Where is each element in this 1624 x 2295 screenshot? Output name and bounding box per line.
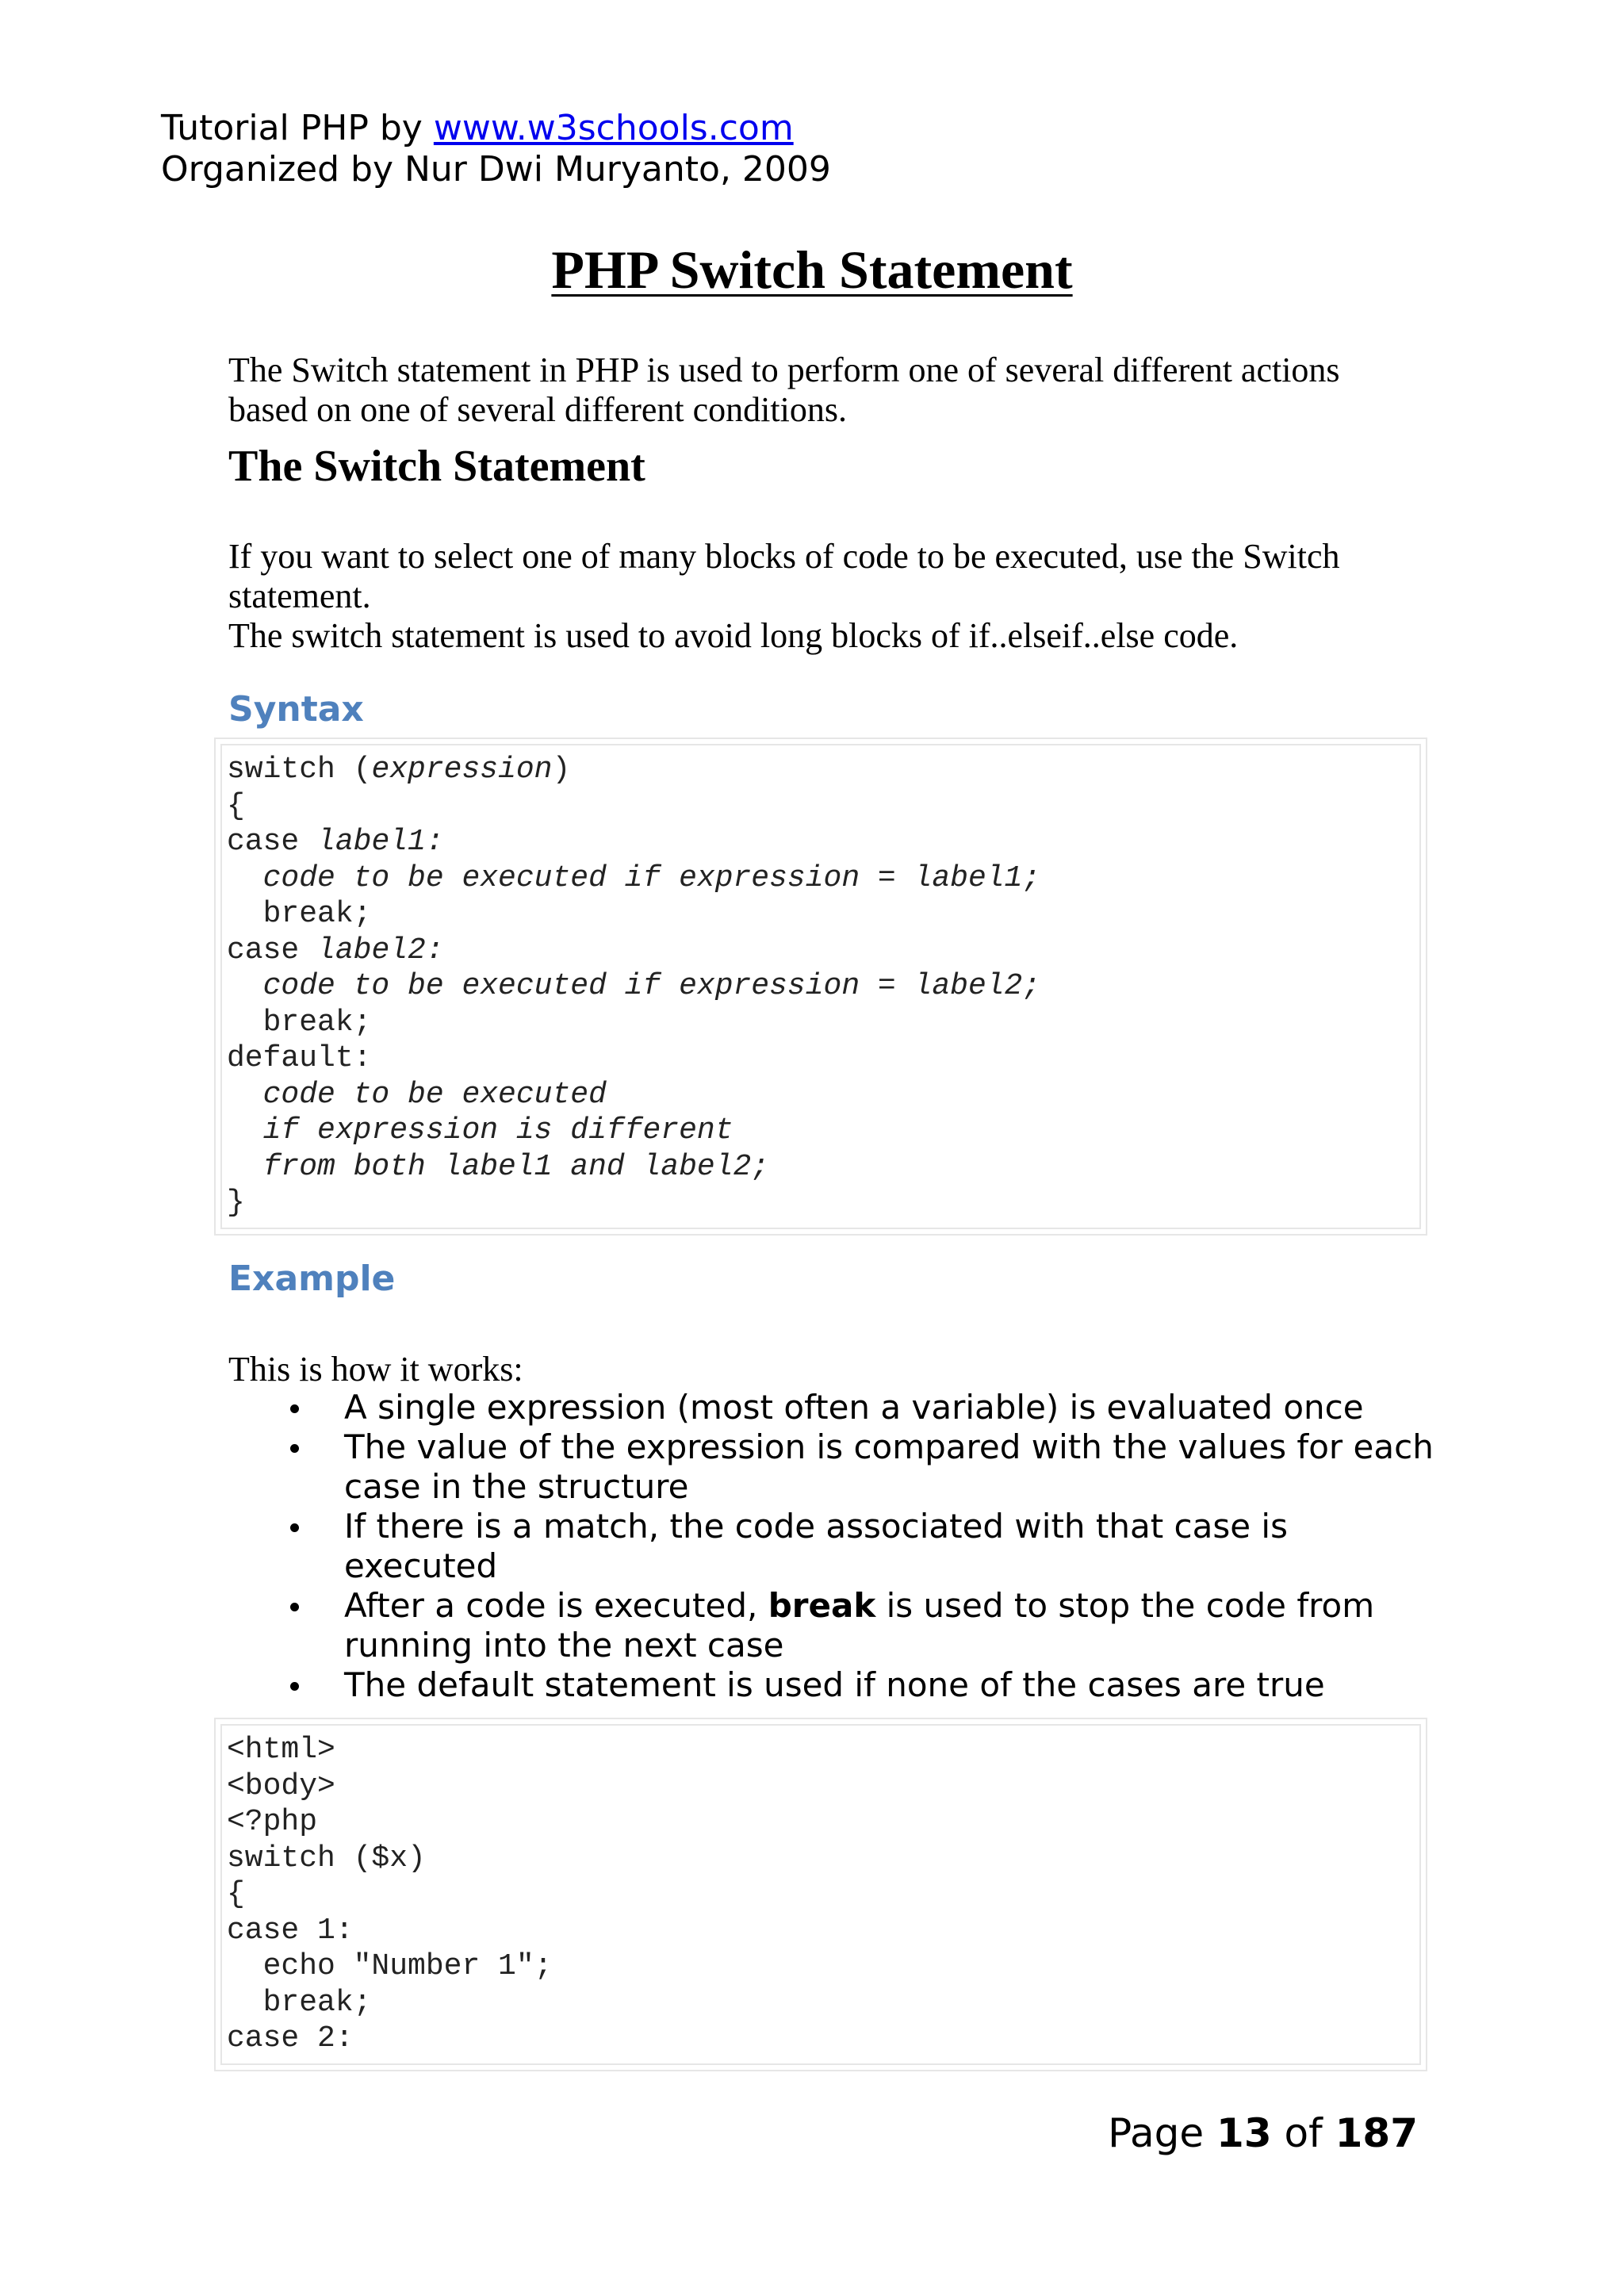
- syntax-code: switch (expression) { case label1: code to be executed if expression = label1; break; case label2: code to be executed if expression = label2; break; default: code to be executed if expression is different from both label1 and label2; }: [220, 744, 1421, 1229]
- syntax-heading: Syntax: [228, 689, 364, 730]
- list-item: The default statement is used if none of the cases are true: [228, 1665, 1434, 1705]
- example-lead: This is how it works:: [228, 1350, 523, 1389]
- section-heading: The Switch Statement: [228, 442, 645, 491]
- list-item: If there is a match, the code associated with that case is executed: [228, 1507, 1434, 1586]
- description-line-1: If you want to select one of many blocks of code to be executed, use the Switch statement.: [228, 537, 1340, 615]
- total-pages: 187: [1335, 2110, 1418, 2156]
- list-item: A single expression (most often a variable) is evaluated once: [228, 1388, 1434, 1427]
- document-header: [161, 108, 831, 190]
- page-number: 13: [1216, 2110, 1272, 2156]
- page-footer: Page 13 of 187: [1108, 2110, 1418, 2156]
- syntax-code-block: [214, 738, 1427, 1236]
- header-line-2: Organized by Nur Dwi Muryanto, 2009: [161, 149, 831, 190]
- header-line-1: Tutorial PHP by www.w3schools.com: [161, 108, 794, 148]
- example-code-block: [214, 1718, 1427, 2071]
- example-heading: Example: [228, 1259, 396, 1299]
- list-item: The value of the expression is compared with the values for each case in the structure: [228, 1427, 1434, 1507]
- how-it-works-list: [228, 1388, 1434, 1705]
- w3schools-link[interactable]: www.w3schools.com: [433, 108, 794, 148]
- example-code: <html> <body> <?php switch ($x) { case 1: echo "Number 1"; break; case 2:: [220, 1724, 1421, 2065]
- description-line-2: The switch statement is used to avoid long blocks of if..elseif..else code.: [228, 616, 1239, 655]
- switch-description: [228, 537, 1418, 656]
- intro-paragraph: The Switch statement in PHP is used to perform one of several different actions based on one of several different conditions.: [228, 351, 1340, 429]
- page-title: PHP Switch Statement: [551, 239, 1073, 300]
- list-item: After a code is executed, break is used to stop the code from running into the next case: [228, 1586, 1434, 1665]
